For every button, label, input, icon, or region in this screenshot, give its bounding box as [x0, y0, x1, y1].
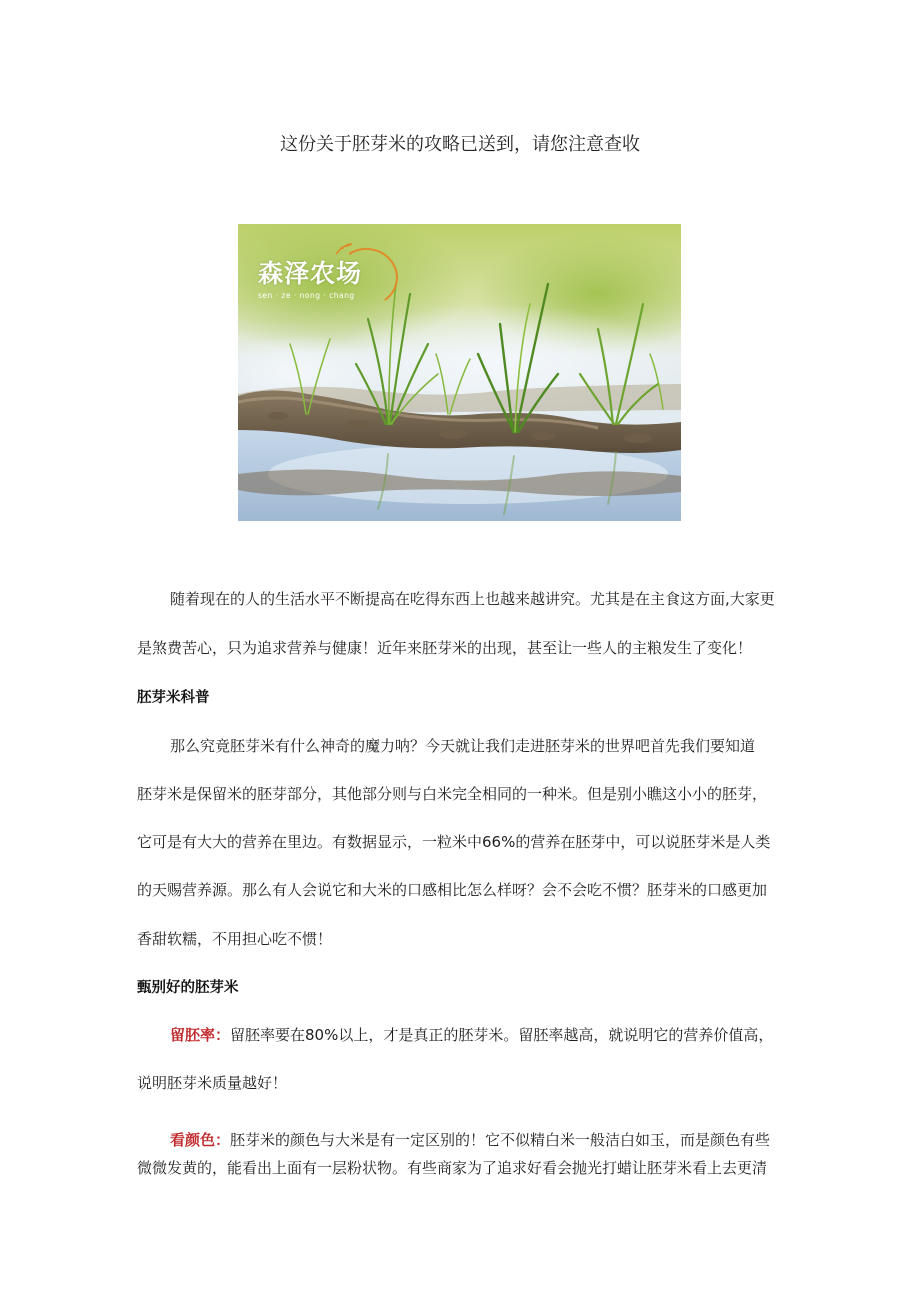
germ-rate-label: 留胚率： [170, 1026, 231, 1044]
intro-line-1: 随着现在的人的生活水平不断提高在吃得东西上也越来越讲究。尤其是在主食这方面,大家更 [170, 590, 775, 608]
germ-rate-line-2: 说明胚芽米质量越好！ [137, 1074, 288, 1092]
intro-line-2: 是煞费苦心，只为追求营养与健康！近年来胚芽米的出现，甚至让一些人的主粮发生了变化！ [137, 639, 753, 657]
germ-rate-text: 留胚率要在80%以上，才是真正的胚芽米。留胚率越高，就说明它的营养价值高， [230, 1026, 774, 1044]
science-line-1: 那么究竟胚芽米有什么神奇的魔力呐？今天就让我们走进胚芽米的世界吧首先我们要知道 [170, 737, 756, 755]
science-line-2: 胚芽米是保留米的胚芽部分，其他部分则与白米完全相同的一种米。但是别小瞧这小小的胚芽， [137, 785, 768, 803]
wheat-icon [334, 242, 354, 256]
farm-logo [258, 254, 362, 300]
germ-rate-line-1 [170, 1024, 773, 1045]
section-heading-science: 胚芽米科普 [137, 690, 210, 706]
rice-seedling-photo [238, 224, 681, 521]
color-line-2: 微微发黄的，能看出上面有一层粉状物。有些商家为了追求好看会抛光打蜡让胚芽米看上去更清 [137, 1159, 768, 1177]
science-line-3: 它可是有大大的营养在里边。有数据显示，一粒米中66%的营养在胚芽中，可以说胚芽米是人类 [137, 833, 771, 851]
color-label: 看颜色： [170, 1131, 231, 1149]
color-line-1 [170, 1129, 770, 1150]
section-heading-identify: 甄别好的胚芽米 [137, 980, 239, 996]
logo-name: 森泽农场 [258, 259, 363, 288]
science-line-4: 的天赐营养源。那么有人会说它和大米的口感相比怎么样呀？会不会吃不惯？胚芽米的口感更加 [137, 881, 768, 899]
page-title: 这份关于胚芽米的攻略已送到，请您注意查收 [280, 134, 640, 155]
logo-pinyin: sen · ze · nong · chang [258, 291, 355, 300]
science-line-5: 香甜软糯，不用担心吃不惯！ [137, 930, 333, 948]
color-text: 胚芽米的颜色与大米是有一定区别的！它不似精白米一般洁白如玉，而是颜色有些 [230, 1131, 771, 1149]
